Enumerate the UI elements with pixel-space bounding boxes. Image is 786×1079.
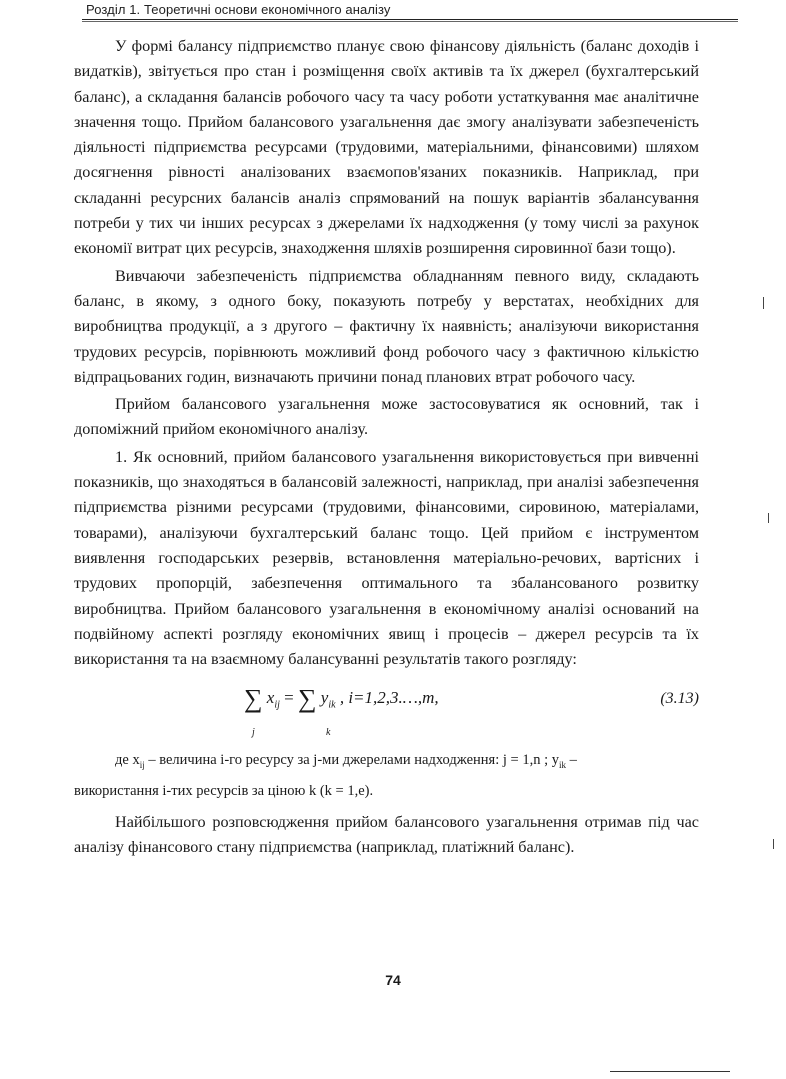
- paragraph-1: У формі балансу підприємство планує свою фінансову діяльність (баланс доходів і видатків), звітується про стан і розміщення своїх активів та їх джерел (бухгалтерський баланс), а складання балансів робочого часу та часу роботи устаткування має аналітичне значення тощо. Прийом балансового узагальнення дає змогу аналізувати забезпеченість діяльності підприємства ресурсами (трудовими, матеріальними, фінансовими) шляхом досягнення рівності аналізованих взаємопов'язаних показників. Наприклад, при складанні ресурсних балансів аналіз спрямований на пошук варіантів збалансування потреби у тих чи інших ресурсах з джерелами їх надходження (у тому числі за рахунок економії витрат цих ресурсів, знаходження шляхів розширення сировинної бази тощо).: [74, 37, 699, 258]
- definition-line-2: використання i-тих ресурсів за ціною k (k = 1,e).: [74, 782, 374, 799]
- margin-mark: [763, 297, 764, 309]
- sum-index-j: j: [252, 727, 255, 739]
- definition-line-1: [74, 748, 699, 778]
- header-rule: [82, 19, 738, 20]
- page-number: 74: [385, 972, 401, 988]
- paragraph-2: Вивчаючи забезпеченість підприємства обладнанням певного виду, складають баланс, в якому, з одного боку, показують потребу у верстатах, необхідних для виробництва продукції, а з другого – фактичну їх наявність; аналізуючи використання трудових ресурсів, порівнюють можливий фонд робочого часу з фактичною кількістю відпрацьованих годин, визначають причини понад планових втрат робочого часу.: [74, 266, 699, 386]
- balance-formula: ∑ $x_{ij}$ = ∑ $y_{ik}$ , i=1,2,3.…,m, j k: [244, 682, 439, 718]
- margin-mark: [773, 839, 774, 849]
- formula-lhs-sub: ij: [274, 699, 280, 711]
- def-x-sub: ij: [139, 760, 145, 771]
- closing-paragraph: Найбільшого розповсюдження прийом балансового узагальнення отримав під час аналізу фінансового стану підприємства (наприклад, платіжний баланс).: [74, 812, 699, 857]
- formula-lhs-var: x: [266, 688, 275, 708]
- paragraph-3: Прийом балансового узагальнення може застосовуватися як основний, так і допоміжний прийом економічного аналізу.: [74, 395, 699, 439]
- sum-index-k: k: [326, 727, 331, 739]
- formula-condition: , i=1,2,3.…,m,: [339, 688, 439, 708]
- header-rule-secondary: [82, 21, 738, 22]
- formula-number: (3.13): [660, 690, 699, 708]
- def-dash: –: [566, 752, 577, 769]
- sum-symbol-left: ∑: [244, 684, 263, 714]
- paragraph-4: 1. Як основний, прийом балансового узагальнення використовується при вивченні показників, що знаходяться в балансовій залежності, наприклад, при аналізі забезпечення підприємства різними ресурсами (трудовими, фінансовими, сировиною, матеріалами, товарами), аналізуючи бухгалтерський баланс тощо. Цей прийом є інструментом виявлення господарських резервів, встановлення матеріально-речових, вартісних і трудових пропорцій, забезпечення оптимального та збалансованого розвитку виробництва. Прийом балансового узагальнення в економічному аналізі оснований на подвійному аспекті розгляду економічних явищ і процесів – джерел ресурсів та їх використання та на взаємному балансуванні результатів такого розгляду:: [74, 447, 699, 669]
- bottom-rule: [610, 1071, 730, 1072]
- running-header: Розділ 1. Теоретичні основи економічного аналізу: [86, 2, 391, 17]
- sum-symbol-right: ∑: [298, 684, 317, 714]
- formula-block: [74, 674, 699, 748]
- def-x: де x: [115, 752, 140, 769]
- formula-rhs-var: y: [320, 688, 329, 708]
- formula-definitions: [74, 748, 699, 803]
- def-y-sub: ik: [558, 760, 566, 771]
- margin-mark: [768, 513, 769, 523]
- def-text: – величина i-го ресурсу за j-ми джерелами надходження: j = 1,n ; y: [144, 752, 559, 769]
- formula-rhs-sub: ik: [328, 699, 336, 711]
- body-text: [74, 34, 699, 861]
